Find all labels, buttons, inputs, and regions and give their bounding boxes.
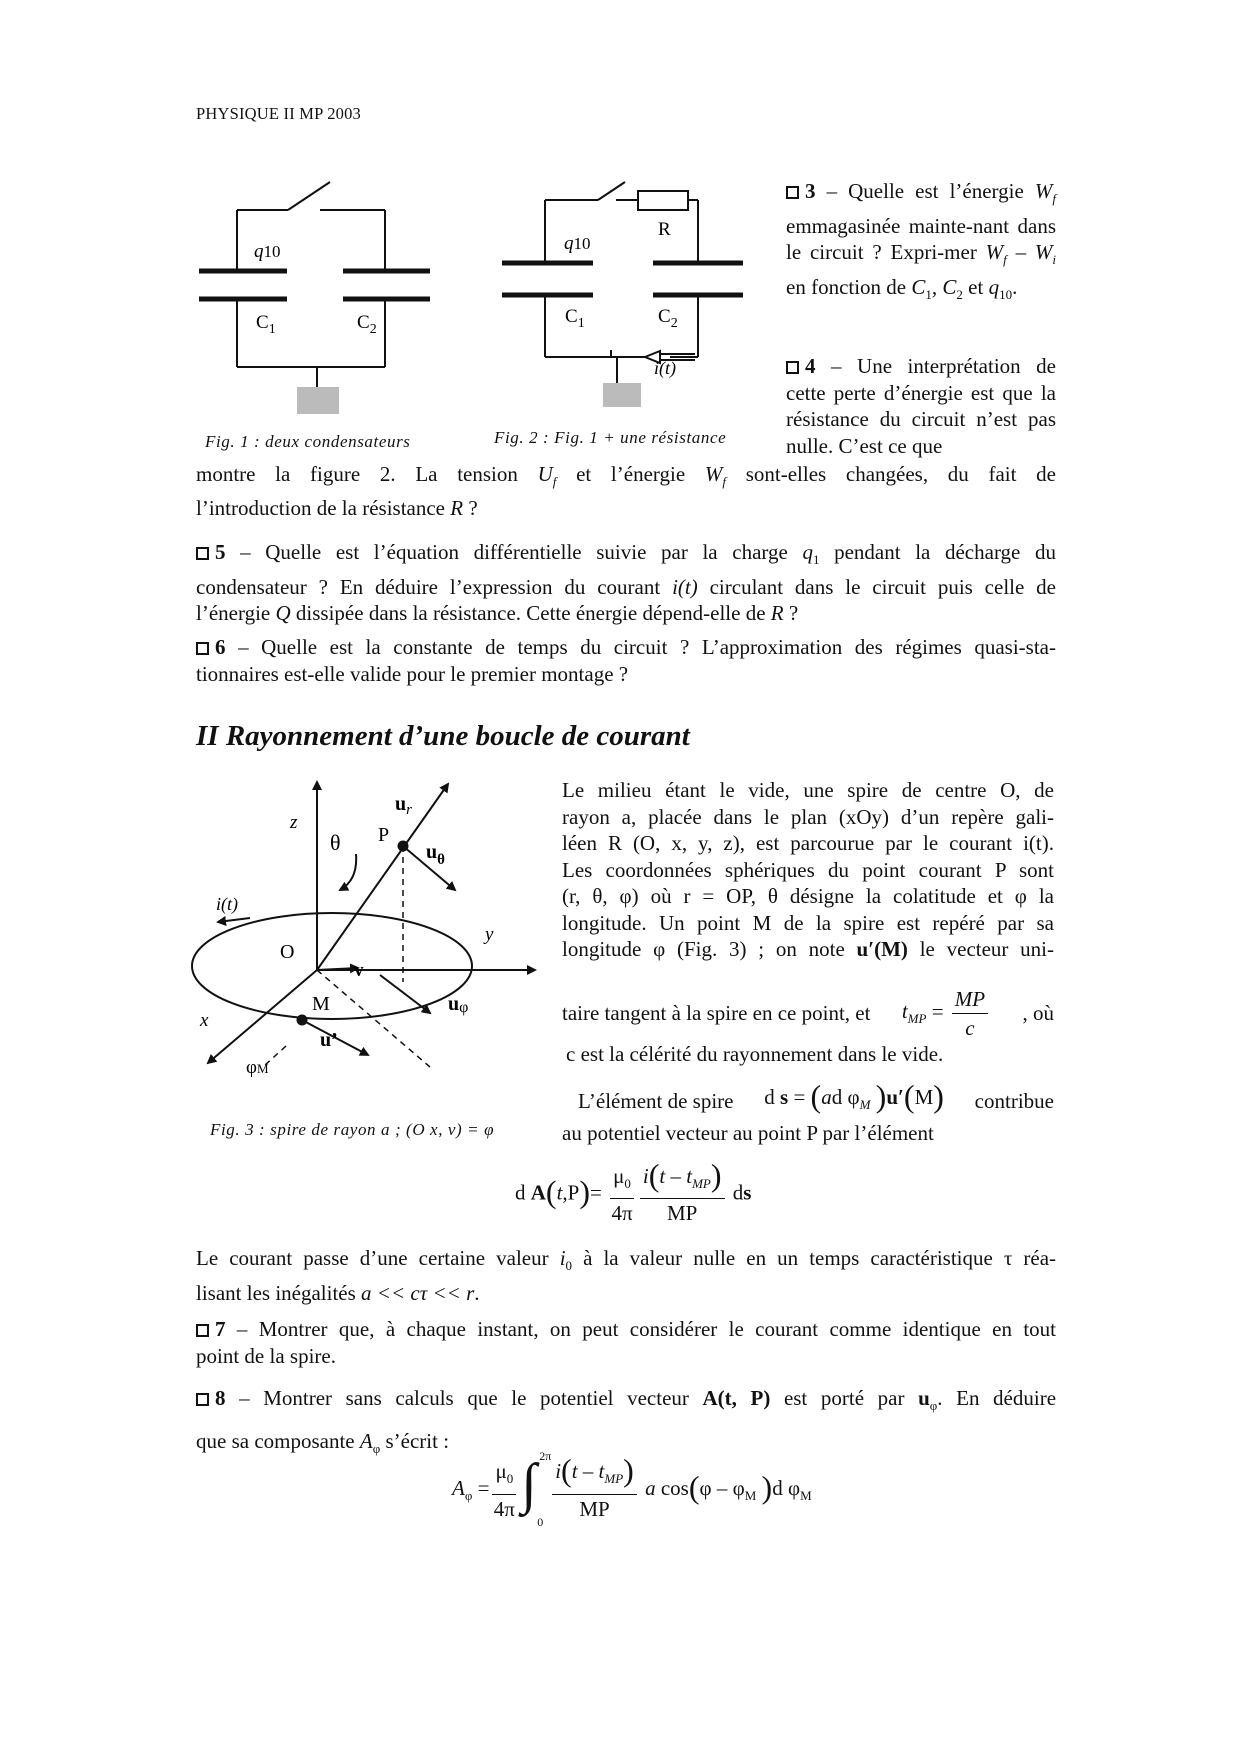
q4-text-e: l’introduction de la résistance xyxy=(196,496,445,520)
fig3-phiM-sub: M xyxy=(256,1061,269,1076)
q8-text-b: A(t, P) xyxy=(702,1386,771,1410)
q4-wf: $W_f$ xyxy=(704,462,726,490)
para2-line-8 xyxy=(562,985,1054,1042)
equation-A-phi: $A_\varphi$ = $\frac{\mu_0}{4\pi}$ ∫ 2π 0 $\frac{i(t - t_{MP})}{MP}$ a $\cos(\varphi - \varphi_M$ )d $\varphi_M$ xyxy=(452,1449,812,1529)
fig3-utheta-sub: θ xyxy=(437,852,445,868)
svg-text:C2 xyxy=(658,306,678,331)
svg-text:uθ xyxy=(426,841,445,868)
para2-line-7b: u′(M) xyxy=(856,937,908,961)
fig3-uphi: u xyxy=(448,993,460,1015)
fig3-x: x xyxy=(200,1010,209,1031)
q4-text-a: – Une interprétation de cette perte d’énergie est que la résistance du circuit n’est pas nulle. C’est ce que xyxy=(786,354,1056,458)
svg-text:φM xyxy=(246,1057,269,1078)
question-7 xyxy=(196,1316,1056,1369)
para3-inequality: a << cτ << r xyxy=(361,1280,475,1305)
svg-text:q10 xyxy=(254,241,281,262)
para2-line-9: c est la célérité du rayonnement dans le vide. xyxy=(566,1042,944,1066)
q4-text-b: montre la figure 2. La tension xyxy=(196,462,518,486)
q6-text-a: – Quelle est la constante de temps du circuit ? L’approximation des régimes quasi-sta- xyxy=(238,635,1056,659)
checkbox-icon xyxy=(196,642,209,655)
question-4-part-a xyxy=(786,353,1056,459)
svg-text:C2 xyxy=(357,312,377,337)
fig3-M: M xyxy=(312,993,330,1015)
checkbox-icon xyxy=(786,361,799,374)
para2-line-3: léen R (O, x, y, z), est parcourue par le courant i(t). xyxy=(562,831,1054,855)
fig2-q: q xyxy=(564,233,574,254)
fig3-theta: θ xyxy=(330,830,341,855)
q3-text-b: emmagasinée mainte-nant dans le circuit ? Expri-mer xyxy=(786,213,1056,265)
para2-line-10b: contribue xyxy=(974,1089,1054,1114)
fig2-c2: C xyxy=(658,306,671,327)
q5-text-b: pendant la décharge du xyxy=(834,540,1056,564)
q4-text-c: et l’énergie xyxy=(576,462,686,486)
para2-line-5: (r, θ, φ) où r = OP, θ désigne la colatitude et φ la xyxy=(562,884,1054,908)
fig3-ur: u xyxy=(395,793,407,815)
fig1-c2: C xyxy=(357,312,370,333)
q8-text-a: – Montrer sans calculs que le potentiel vecteur xyxy=(239,1386,689,1410)
q8-text-c: est porté par xyxy=(783,1386,905,1410)
figure-1-circuit xyxy=(190,175,450,435)
q3-q10: $q_{10}$ xyxy=(988,274,1013,303)
fig3-ur-sub: r xyxy=(406,802,412,818)
page-header: PHYSIQUE II MP 2003 xyxy=(196,104,361,123)
q3-wf: W xyxy=(1034,179,1053,203)
figure-2-caption: Fig. 2 : Fig. 1 + une résistance xyxy=(494,428,727,447)
q5-it: i(t) xyxy=(672,574,698,599)
fig1-q-sub: 10 xyxy=(263,242,281,261)
fig2-r: R xyxy=(658,219,671,240)
para3-text-b: à la valeur nulle en un temps caractéristique τ réa- xyxy=(583,1246,1057,1270)
para2-line-10 xyxy=(578,1078,1054,1119)
q3-wf-sub: f xyxy=(1052,191,1057,207)
para2-line-2: rayon a, placée dans le plan (xOy) d’un repère gali- xyxy=(562,804,1054,829)
para2-line-8a: taire tangent à la spire en ce point, et xyxy=(562,1001,871,1026)
fig2-c1-sub: 1 xyxy=(577,316,585,331)
para2-line-7a: longitude φ (Fig. 3) ; on note xyxy=(562,937,845,961)
question-8: 8 – Montrer sans calculs que le potentiel vecteur A(t, P) est porté par $u_\varphi$. En déduire que sa composante $A_\varphi$ s’écrit : xyxy=(196,1386,1057,1456)
current-paragraph: Le courant passe d’une certaine valeur $i_0$ à la valeur nulle en un temps caractéristique τ réa- lisant les inégalités a << cτ << r. xyxy=(196,1246,1057,1305)
q5-text-g: ? xyxy=(788,601,799,626)
q3-text-c: en fonction de xyxy=(786,274,907,299)
q5-number: 5 xyxy=(215,540,226,564)
q8-text-d: . En déduire xyxy=(937,1386,1057,1410)
figure-3-caption: Fig. 3 : spire de rayon a ; (O x, v) = φ xyxy=(210,1120,495,1139)
q8-text-f: s’écrit : xyxy=(385,1428,450,1453)
q5-text-e: l’énergie xyxy=(196,601,271,626)
q7-text-a: – Montrer que, à chaque instant, on peut considérer le courant comme identique en tout xyxy=(236,1317,1056,1341)
fig3-uphi-sub: φ xyxy=(459,999,469,1016)
para2-line-10a: L’élément de spire xyxy=(578,1089,734,1114)
q8-text-e: que sa composante xyxy=(196,1428,355,1453)
para3-text-a: Le courant passe d’une certaine valeur xyxy=(196,1246,549,1270)
fig2-c1: C xyxy=(565,306,578,327)
para2-line-11: au potentiel vecteur au point P par l’élément xyxy=(562,1121,934,1145)
question-6 xyxy=(196,634,1056,687)
ds-formula: d s = (ad $\varphi_M$ )u′(M) xyxy=(764,1078,944,1114)
fig1-q: q xyxy=(254,241,264,262)
fig3-phiM: φ xyxy=(246,1057,257,1078)
fig3-P: P xyxy=(378,824,390,846)
fig3-uprime: u’ xyxy=(320,1029,338,1051)
para2-line-7c: le vecteur uni- xyxy=(919,937,1055,961)
equation-dA: d A(t,P)= $\frac{\mu_0}{4\pi}$ $\frac{i(t - t_{MP})}{MP}$ ds xyxy=(515,1157,752,1226)
figure-3-loop xyxy=(190,770,550,1090)
q3-expr: $W_f - W_i$ xyxy=(985,240,1056,268)
fig3-utheta: u xyxy=(426,841,438,863)
fig2-current: i(t) xyxy=(654,358,676,378)
checkbox-icon xyxy=(786,186,799,199)
q4-r: R xyxy=(450,496,464,520)
figure-1-caption: Fig. 1 : deux condensateurs xyxy=(205,432,411,451)
svg-text:uφ xyxy=(448,993,468,1016)
question-3: 3 – Quelle est l’énergie $W_f$ emmagasinée mainte-nant dans le circuit ? Expri-mer $W_f - W_i$ en fonction de $C_1$, $C_2$ et $q_{10}$. xyxy=(786,179,1057,303)
q3-number: 3 xyxy=(805,179,816,203)
q6-text-b: tionnaires est-elle valide pour le premier montage ? xyxy=(196,661,629,686)
fig1-c1-sub: 1 xyxy=(268,322,276,337)
question-4-part-b xyxy=(196,461,1056,496)
para2-line-1: Le milieu étant le vide, une spire de centre O, de xyxy=(562,778,1054,802)
q4-number: 4 xyxy=(805,354,816,378)
fig3-y: y xyxy=(485,924,494,945)
fig3-O: O xyxy=(280,941,295,963)
checkbox-icon xyxy=(196,1393,209,1406)
q8-number: 8 xyxy=(215,1386,226,1410)
question-5 xyxy=(196,539,1056,627)
q3-text-a: – Quelle est l’énergie xyxy=(826,179,1024,203)
q6-number: 6 xyxy=(215,635,226,659)
para2-line-4: Les coordonnées sphériques du point courant P sont xyxy=(562,857,1054,882)
svg-text:C1 xyxy=(256,312,276,337)
q5-text-c: condensateur ? En déduire l’expression du courant xyxy=(196,574,661,599)
q5-Q: Q xyxy=(275,601,291,626)
q5-R: R xyxy=(770,601,784,626)
svg-text:ur xyxy=(395,793,412,818)
q3-vars: $C_1$, $C_2$ xyxy=(911,274,963,303)
q5-q1: $q_1$ xyxy=(802,540,820,568)
q5-text-d: circulant dans le circuit puis celle de xyxy=(709,574,1057,599)
fig1-c1: C xyxy=(256,312,269,333)
q5-text-f: dissipée dans la résistance. Cette énergie dépend-elle de xyxy=(295,601,766,626)
q7-number: 7 xyxy=(215,1317,226,1341)
q5-text-a: – Quelle est l’équation différentielle suivie par la charge xyxy=(240,540,788,564)
q3-text-d: et xyxy=(968,274,984,299)
fig3-v: v xyxy=(354,960,364,981)
q4-end: ? xyxy=(468,496,478,520)
fig2-q-sub: 10 xyxy=(573,234,591,253)
fig1-c2-sub: 2 xyxy=(369,322,377,337)
q4-uf: $U_f$ xyxy=(537,462,557,490)
question-4-part-c xyxy=(196,495,1056,522)
section-title: II Rayonnement d’une boucle de courant xyxy=(196,720,690,752)
svg-text:q10 xyxy=(564,233,591,254)
loop-description xyxy=(562,777,1054,963)
checkbox-icon xyxy=(196,1324,209,1337)
para3-text-c: lisant les inégalités xyxy=(196,1280,356,1305)
figure-2-circuit xyxy=(495,175,765,415)
para2-line-8b: , où xyxy=(1022,1001,1054,1026)
svg-text:C1 xyxy=(565,306,585,331)
para3-text-d: . xyxy=(474,1280,480,1305)
fig3-z: z xyxy=(290,812,298,833)
q7-text-b: point de la spire. xyxy=(196,1343,336,1368)
fig3-it: i(t) xyxy=(216,894,238,914)
checkbox-icon xyxy=(196,547,209,560)
para2-line-6: longitude. Un point M de la spire est repéré par sa xyxy=(562,910,1054,935)
tmp-formula: $t_{MP}$ = $\frac{MP}{c}$ xyxy=(902,985,991,1042)
fig2-c2-sub: 2 xyxy=(670,316,678,331)
q4-text-d: sont-elles changées, du fait de xyxy=(745,462,1057,486)
